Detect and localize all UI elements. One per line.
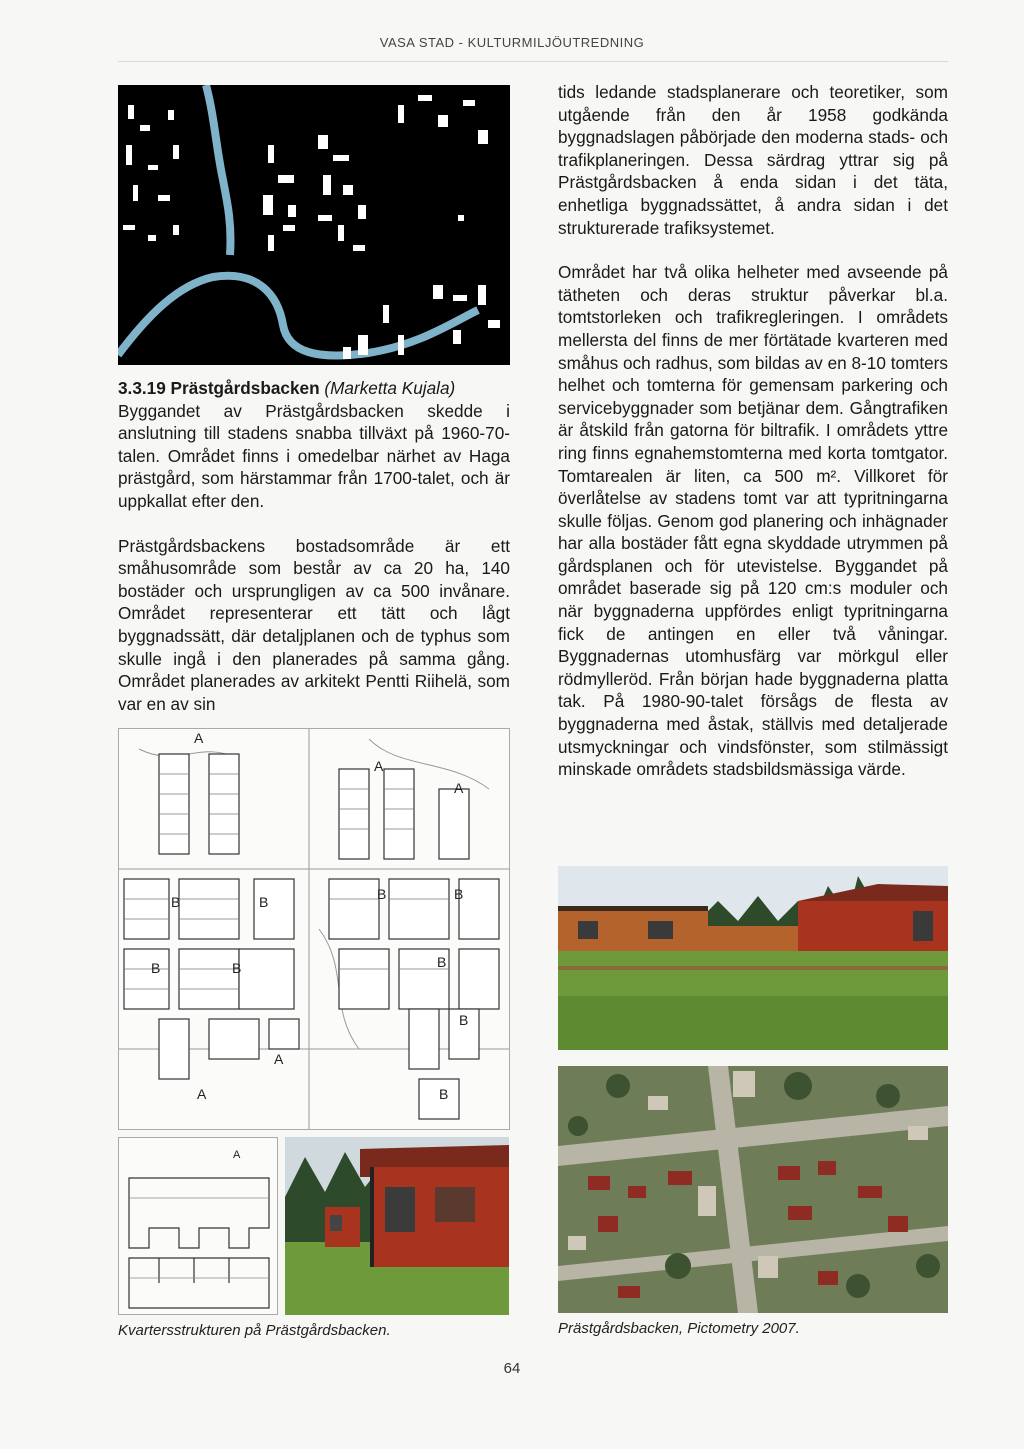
right-caption: Prästgårdsbacken, Pictometry 2007. — [558, 1320, 800, 1337]
plan-label-b: B — [151, 960, 161, 976]
block-plan-figure — [118, 728, 510, 1130]
aerial-photo — [558, 1066, 948, 1313]
page-header: VASA STAD - KULTURMILJÖUTREDNING — [379, 35, 645, 50]
left-text-column — [118, 377, 510, 715]
plan-label-a: A — [454, 780, 464, 796]
plan-label-b: B — [439, 1086, 449, 1102]
small-plan-label-a: A — [233, 1149, 241, 1161]
plan-label-a: A — [274, 1051, 284, 1067]
page-number: 64 — [503, 1360, 521, 1377]
plan-label-b: B — [377, 886, 387, 902]
plan-label-b: B — [171, 894, 181, 910]
header-rule — [118, 61, 948, 62]
black-map-figure — [118, 85, 510, 365]
red-house-photo — [285, 1137, 509, 1315]
right-paragraph-2: Området har två olika helheter med avseende på tätheten och deras struktur påverkar bl.a. tomtstorleken och trafikregleringen. I områdets mellersta del finns de mer förtätade kvarteren med småhus och radhus, som bildas av en 8-10 tomters helhet och tomterna för gemensam parkering och servicebyggnader som betjänar dem. Gångtrafiken är åtskild från gatorna för biltrafik. I områdets yttre ring finns egnahemstomterna med korta tomtgator. Tomtarealen är liten, ca 500 m². Villkoret för överlåtelse av stadens tomt var att typritningarna skulle följas. Genom god planering och inhägnader har alla bostäder fått egna skyddade utrymmen på gårdsplanen och för utevistelse. Byggandet på området baserade sig på 120 cm:s moduler och när byggnaderna uppfördes enligt typritningarna fick de antingen en eller två våningar. Byggnadernas utomhusfärg var mörkgul eller rödmylleröd. Från början hade byggnaderna platta tak. På 1980-90-talet försågs de flesta av byggnaderna med åstak, ställvis med detaljerade utsmyckningar och vindsfönster, som stilmässigt minskade områdets stadsbildsmässiga värde. — [558, 262, 948, 780]
plan-label-b: B — [437, 954, 447, 970]
plan-label-a: A — [197, 1086, 207, 1102]
wooden-houses-photo — [558, 866, 948, 1050]
plan-label-a: A — [374, 758, 384, 774]
plan-label-a: A — [194, 730, 204, 746]
left-paragraph-1: Byggandet av Prästgårdsbacken skedde i anslutning till stadens snabba tillväxt på 1960-70-talen. Området finns i omedelbar närhet av Haga prästgård, som härstammar från 1700-talet, och är uppkallat efter den. — [118, 400, 510, 511]
right-paragraph-1: tids ledande stadsplanerare och teoretiker, som utgående från den år 1958 godkända byggnadslagen påbörjade den moderna stads- och trafikplaneringen. Dessa särdrag yttrar sig på Prästgårdsbacken å enda sidan i det täta, enhetliga byggnadssättet, å andra sidan i det strukturerade trafiksystemet. — [558, 82, 948, 238]
right-text-column — [558, 81, 948, 781]
plan-label-b: B — [459, 1012, 469, 1028]
left-caption: Kvartersstrukturen på Prästgårdsbacken. — [118, 1322, 391, 1339]
plan-label-b: B — [259, 894, 269, 910]
left-paragraph-2: Prästgårdsbackens bostadsområde är ett småhusområde som består av ca 20 ha, 140 bostäder och ursprungligen av ca 500 invånare. Området representerar ett tätt och lågt byggnadssätt, där detaljplanen och de typhus som skulle ingå i den planerades på samma gång. Området planerades av arkitekt Pentti Riihelä, som var en av sin — [118, 535, 510, 714]
section-author: (Marketta Kujala) — [324, 378, 456, 398]
small-plan-figure — [118, 1137, 278, 1315]
section-title: 3.3.19 Prästgårdsbacken — [118, 378, 320, 398]
plan-label-b: B — [232, 960, 242, 976]
section-heading — [118, 377, 510, 400]
plan-label-b: B — [454, 886, 464, 902]
